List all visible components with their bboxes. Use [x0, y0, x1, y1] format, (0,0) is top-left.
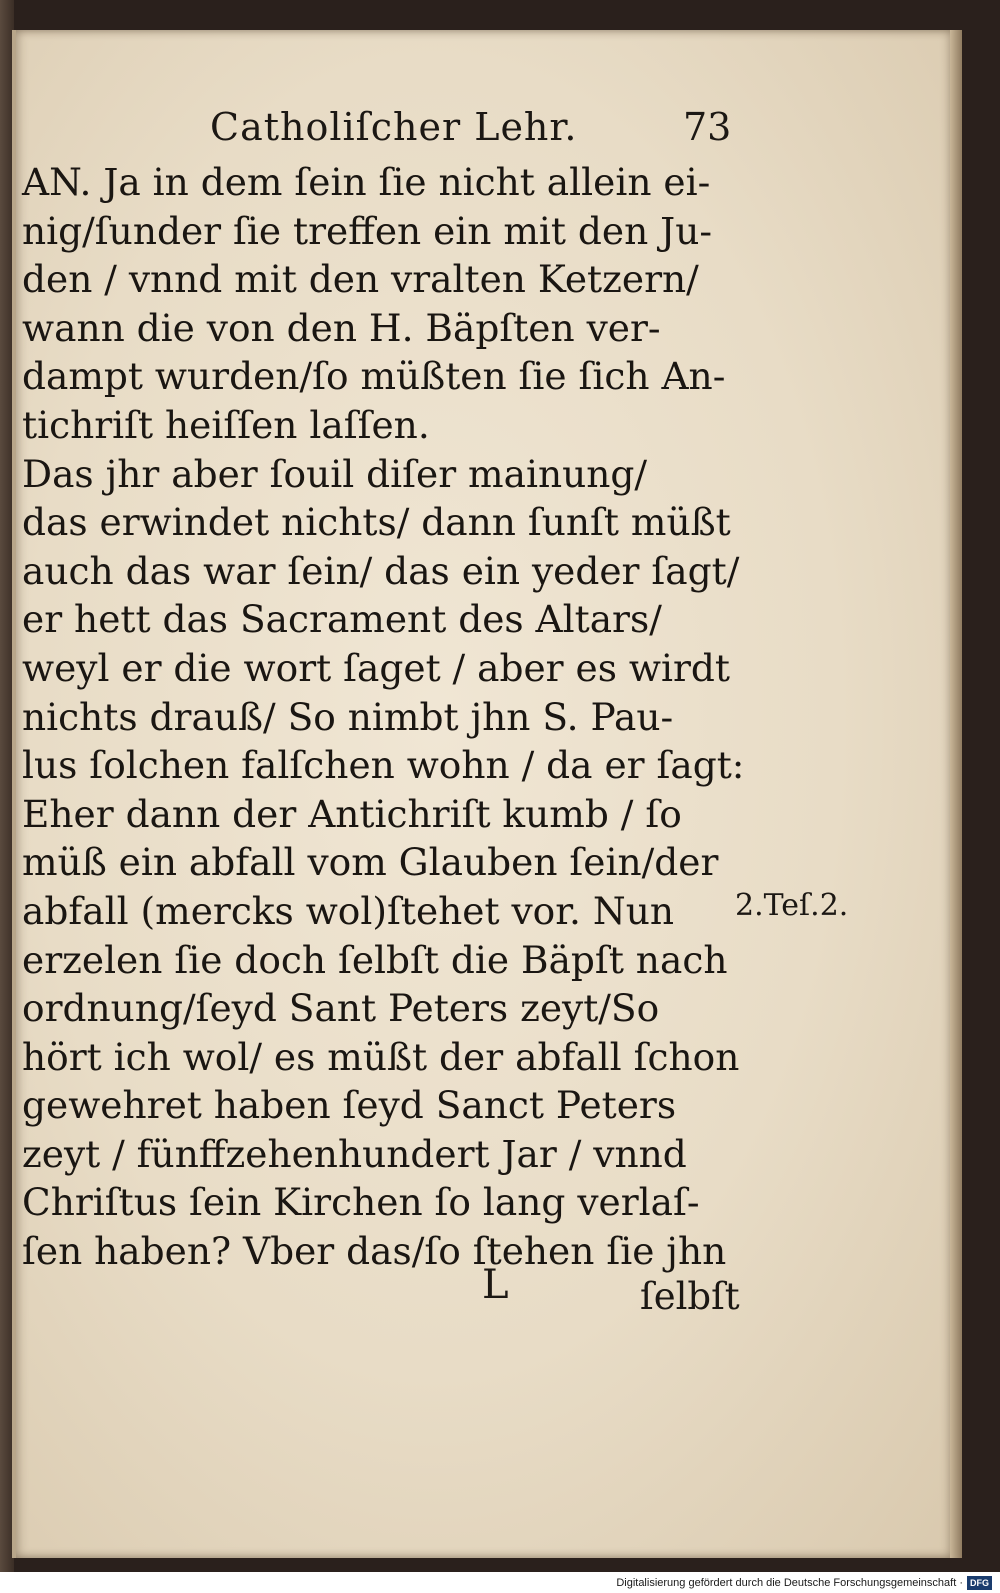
text-line: zeyt / fünffzehenhundert Jar / vnnd	[22, 1131, 687, 1176]
text-line: gewehret haben ſeyd Sanct Peters	[22, 1083, 677, 1128]
text-line: Eher dann der Antichriſt kumb / ſo	[22, 791, 682, 836]
text-line: nig/ſunder ſie treffen ein mit den Ju-	[22, 208, 713, 253]
running-header: Catholiſcher Lehr.	[210, 105, 578, 149]
text-line: erzelen ſie doch ſelbſt die Bäpſt nach	[22, 937, 728, 982]
page-edge-right	[950, 30, 962, 1558]
catchword: ſelbſt	[640, 1275, 740, 1318]
text-line: abfall (mercks wol)ſtehet vor. Nun	[22, 888, 675, 933]
text-line: wann die von den H. Bäpſten ver-	[22, 305, 661, 350]
text-line: AN. Ja in dem ſein ſie nicht allein ei-	[22, 160, 711, 204]
text-line: müß ein abfall vom Glauben ſein/der	[22, 840, 719, 885]
footer-text: Digitalisierung gefördert durch die Deutsche Forschungsgemeinschaft ·	[616, 1577, 963, 1589]
page-edge-left	[12, 30, 16, 1558]
dfg-logo: DFG	[967, 1576, 992, 1590]
marginal-note: 2.Teſ.2.	[735, 888, 849, 923]
text-line: den / vnnd mit den vralten Ketzern/	[22, 257, 699, 302]
signature-mark: L	[482, 1262, 509, 1308]
text-line: Chriſtus ſein Kirchen ſo lang verlaſ-	[22, 1180, 700, 1225]
text-line: ſen haben? Vber das/ſo ſtehen ſie jhn	[22, 1229, 727, 1274]
text-line: lus ſolchen falſchen wohn / da er ſagt:	[22, 743, 745, 788]
text-line: weyl er die wort ſaget / aber es wirdt	[22, 645, 730, 690]
text-line: hört ich wol/ es müßt der abfall ſchon	[22, 1034, 740, 1079]
text-line: das erwindet nichts/ dann ſunſt müßt	[22, 500, 731, 545]
footer-credit	[616, 1574, 992, 1592]
body-text	[22, 158, 745, 1276]
text-line: er hett das Sacrament des Altars/	[22, 597, 662, 642]
page-number: 73	[683, 105, 732, 149]
text-line: dampt wurden/ſo müßten ſie ſich An-	[22, 354, 726, 399]
text-line: auch das war ſein/ das ein yeder ſagt/	[22, 548, 740, 593]
text-line: ordnung/ſeyd Sant Peters zeyt/So	[22, 986, 660, 1031]
text-line: nichts drauß/ So nimbt jhn S. Pau-	[22, 694, 674, 739]
text-line: tichriſt heiſſen laſſen.	[22, 402, 430, 447]
text-line: Das jhr aber ſouil diſer mainung/	[22, 451, 648, 496]
